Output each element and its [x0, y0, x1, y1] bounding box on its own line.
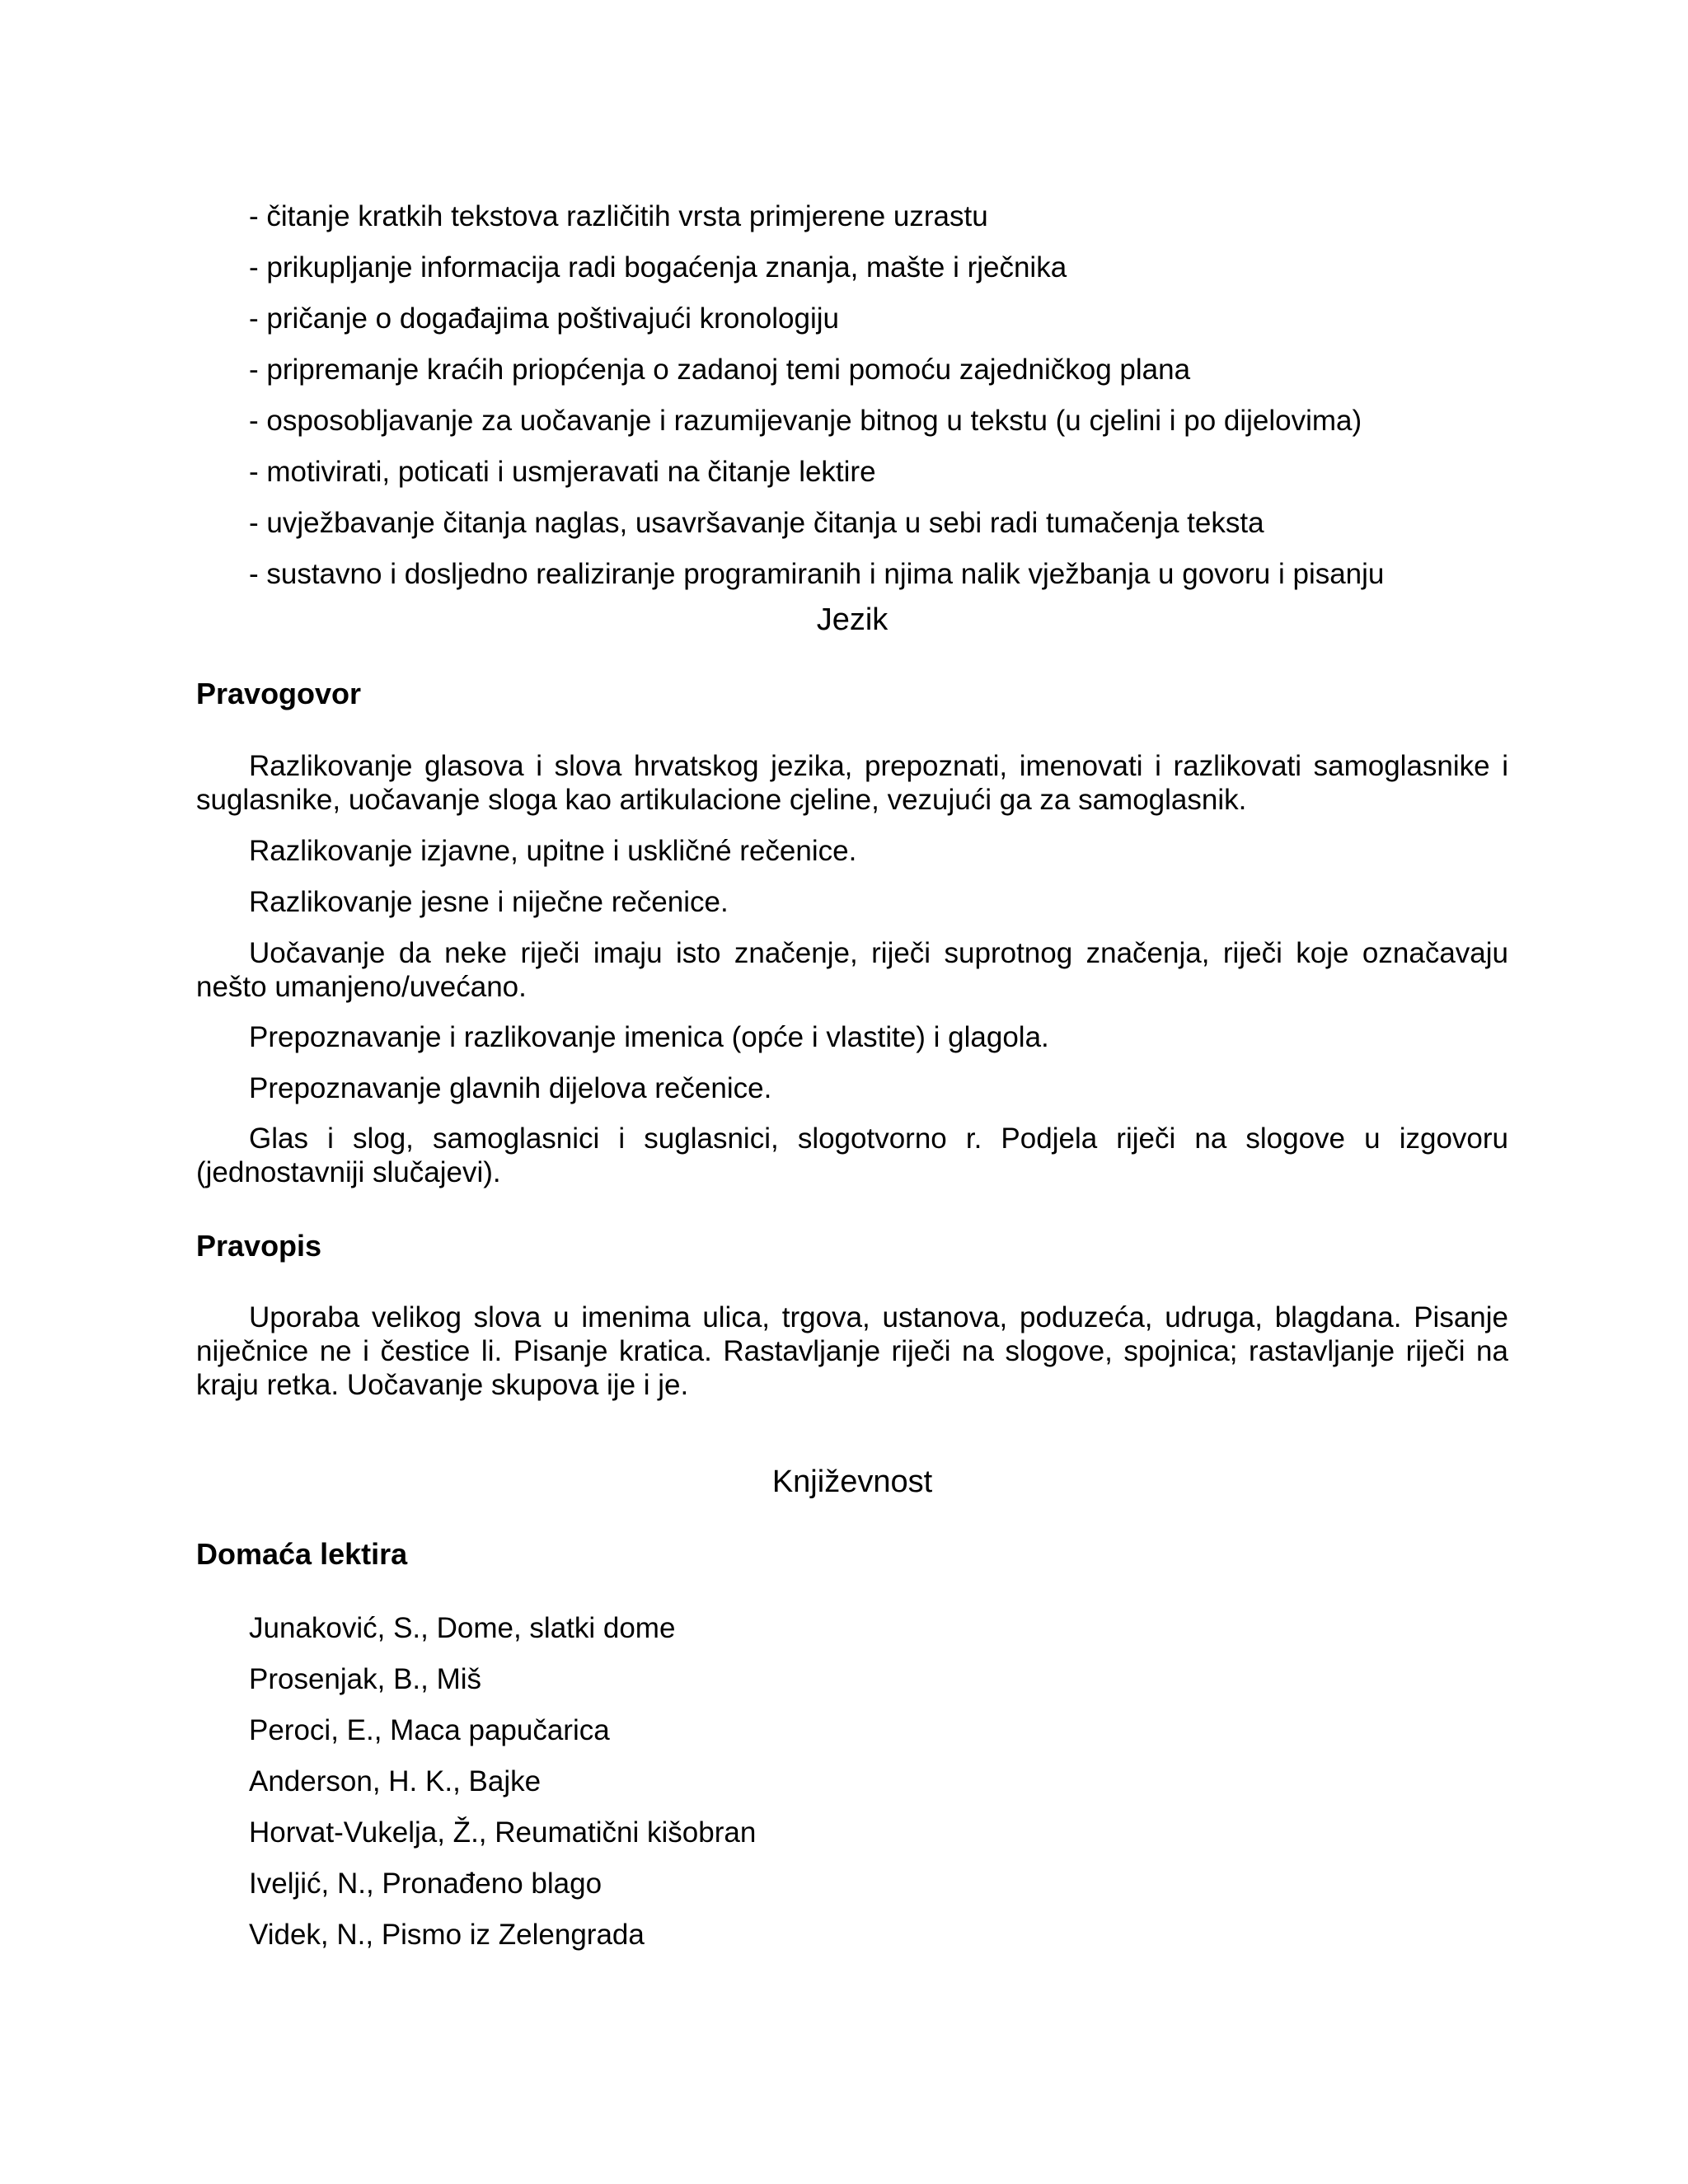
- list-item: Videk, N., Pismo iz Zelengrada: [249, 1919, 645, 1951]
- list-item: - pripremanje kraćih priopćenja o zadanoj temi pomoću zajedničkog plana: [249, 354, 1191, 386]
- list-item: - uvježbavanje čitanja naglas, usavršavanje čitanja u sebi radi tumačenja teksta: [249, 507, 1264, 539]
- list-item: - prikupljanje informacija radi bogaćenja znanja, mašte i rječnika: [249, 251, 1067, 284]
- list-item: Peroci, E., Maca papučarica: [249, 1714, 610, 1746]
- paragraph: Glas i slog, samoglasnici i suglasnici, slogotvorno r. Podjela riječi na slogove u izgovoru (jednostavniji slučajevi).: [196, 1122, 1508, 1188]
- list-item: Prosenjak, B., Miš: [249, 1663, 482, 1695]
- list-item: - sustavno i dosljedno realiziranje programiranih i njima nalik vježbanja u govoru i pisanju: [249, 558, 1385, 590]
- list-item: - čitanje kratkih tekstova različitih vrsta primjerene uzrastu: [249, 200, 988, 232]
- list-item: - motivirati, poticati i usmjeravati na čitanje lektire: [249, 456, 876, 488]
- list-item: - osposobljavanje za uočavanje i razumijevanje bitnog u tekstu (u cjelini i po dijelovima): [249, 405, 1362, 437]
- subheading-pravopis: Pravopis: [196, 1229, 322, 1263]
- paragraph: Prepoznavanje i razlikovanje imenica (opće i vlastite) i glagola.: [249, 1021, 1049, 1053]
- paragraph: Razlikovanje jesne i niječne rečenice.: [249, 886, 729, 918]
- list-item: Junaković, S., Dome, slatki dome: [249, 1612, 676, 1644]
- section-title-knjizevnost: Književnost: [771, 1465, 933, 1499]
- paragraph: Prepoznavanje glavnih dijelova rečenice.: [249, 1072, 772, 1104]
- paragraph: Razlikovanje izjavne, upitne i uskličné rečenice.: [249, 835, 857, 867]
- intro-bullet-list: [249, 191, 1384, 600]
- list-item: Iveljić, N., Pronađeno blago: [249, 1868, 603, 1900]
- subheading-pravogovor: Pravogovor: [196, 677, 362, 710]
- paragraph: Uočavanje da neke riječi imaju isto značenje, riječi suprotnog značenja, riječi koje označavaju nešto umanjeno/uvećano.: [196, 937, 1508, 1003]
- subheading-domaca-lektira: Domaća lektira: [196, 1537, 408, 1571]
- paragraph: Uporaba velikog slova u imenima ulica, trgova, ustanova, poduzeća, udruga, blagdana. Pisanje niječnice ne i čestice li. Pisanje kratica. Rastavljanje riječi na slogove, spojnica; rastavljanje riječi na kraju retka. Uočavanje skupova ije i je.: [196, 1301, 1508, 1401]
- list-item: - pričanje o događajima poštivajući kronologiju: [249, 302, 839, 335]
- reading-list: [249, 1603, 756, 1961]
- list-item: Anderson, H. K., Bajke: [249, 1765, 542, 1797]
- section-title-jezik: Jezik: [816, 602, 889, 637]
- list-item: Horvat-Vukelja, Ž., Reumatični kišobran: [249, 1816, 757, 1849]
- paragraph: Razlikovanje glasova i slova hrvatskog jezika, prepoznati, imenovati i razlikovati samoglasnike i suglasnike, uočavanje sloga kao artikulacione cjeline, vezujući ga za samoglasnik.: [196, 750, 1508, 816]
